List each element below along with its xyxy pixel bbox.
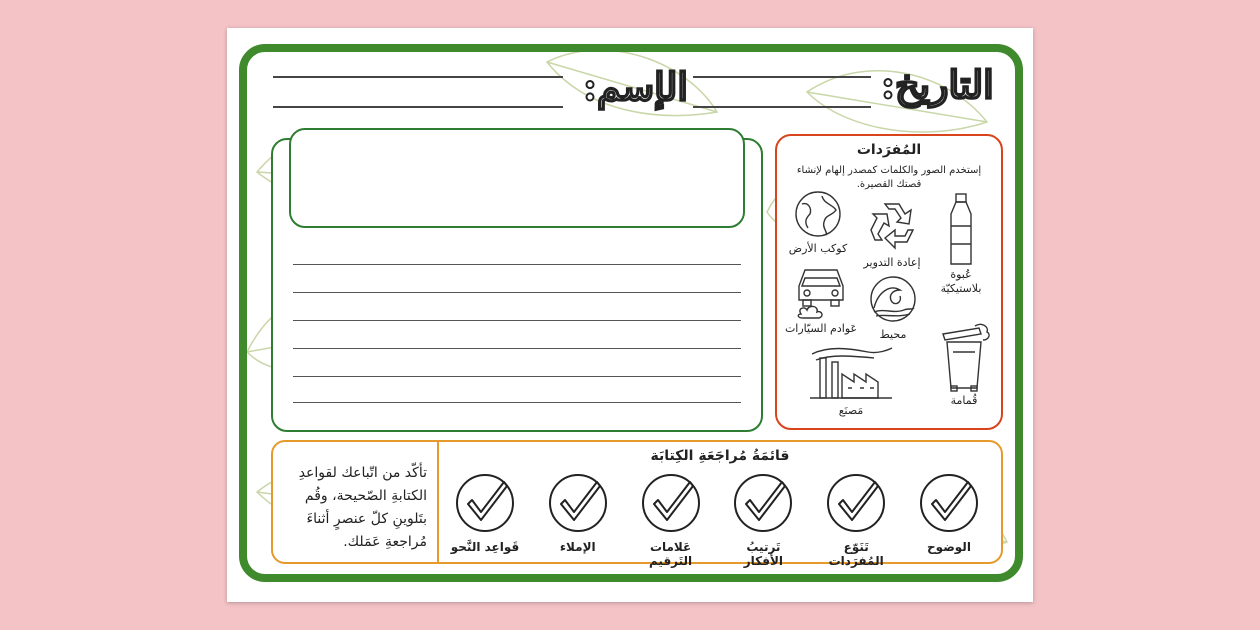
- vocab-item-ocean: [863, 274, 923, 342]
- name-line-bottom: [273, 106, 563, 108]
- vocab-label: محيط: [879, 328, 907, 341]
- vocab-item-car-exhaust: [781, 264, 861, 336]
- writing-line: [293, 292, 741, 293]
- vocab-label: كوكب الأرض: [788, 242, 848, 255]
- vocabulary-title: المُفرَدات: [856, 142, 922, 158]
- name-line-top: [273, 76, 563, 78]
- checkmark-circle-icon: [547, 472, 609, 534]
- plastic-bottle-icon: [946, 192, 976, 268]
- car-exhaust-icon: [791, 264, 851, 322]
- checkmark-circle-icon: [918, 472, 980, 534]
- vocab-item-earth: [783, 188, 853, 256]
- checklist-label: الإملاء: [559, 540, 596, 554]
- checklist-item-punctuation[interactable]: [633, 472, 709, 568]
- checklist-row: [447, 472, 987, 568]
- checklist-title: قائمَةُ مُراجَعَةِ الكِتابَة: [650, 448, 790, 464]
- date-line-bottom: [693, 106, 871, 108]
- checkmark-circle-icon: [732, 472, 794, 534]
- checklist-label: قَواعِد النَّحو: [450, 540, 520, 554]
- writing-line: [293, 402, 741, 403]
- writing-line: [293, 348, 741, 349]
- vocab-label: مَصنَع: [838, 404, 864, 417]
- checkmark-circle-icon: [454, 472, 516, 534]
- picture-drawing-box: [289, 128, 745, 228]
- checkmark-circle-icon: [640, 472, 702, 534]
- checklist-label: تَرتيبُ الأفكار: [743, 540, 784, 568]
- vocab-label: عَوادم السيّارات: [784, 322, 858, 335]
- checklist-item-idea-order[interactable]: [725, 472, 801, 568]
- name-label: الإسم:: [583, 64, 688, 109]
- vocabulary-instructions: إستخدم الصور والكلمات كمصدر إلهام لإنشاء قصتك القصيرة.: [796, 165, 982, 190]
- factory-icon: [808, 344, 894, 404]
- vocabulary-box: [775, 134, 1003, 430]
- checklist-label: تَنَوّع المُفرَدات: [828, 540, 884, 568]
- vocab-item-trash: [931, 322, 997, 408]
- vocab-item-factory: [801, 344, 901, 418]
- writing-checklist-box: [437, 440, 1003, 568]
- vocab-label: عُبوة بلاستيكيّة: [940, 268, 982, 295]
- ocean-wave-icon: [868, 274, 918, 324]
- proofreading-tip-text: تأكّد من اتّباعك لقواعدِ الكتابةِ الصّحيحة، وقُم بتَلوينِ كلّ عنصرٍ أثناءَ مُراجعةِ عَمَلك.: [298, 465, 427, 550]
- date-label: التاريخ:: [881, 62, 994, 107]
- writing-line: [293, 376, 741, 377]
- earth-icon: [792, 188, 844, 240]
- vocab-item-plastic-bottle: [931, 192, 991, 296]
- checklist-label: الوضوح: [927, 540, 971, 554]
- vocab-item-recycle: [855, 196, 929, 270]
- vocab-label: قُمامة: [950, 394, 978, 407]
- vocab-label: إعادة التدوير: [863, 256, 921, 269]
- recycle-icon: [865, 196, 919, 250]
- checklist-item-vocabulary-variety[interactable]: [818, 472, 894, 568]
- checklist-item-spelling[interactable]: [540, 472, 616, 568]
- checklist-item-grammar[interactable]: [447, 472, 523, 568]
- trash-can-icon: [935, 322, 993, 394]
- worksheet-frame: [239, 44, 1023, 582]
- date-line-top: [693, 76, 871, 78]
- checklist-item-clarity[interactable]: [911, 472, 987, 568]
- writing-line: [293, 264, 741, 265]
- checkmark-circle-icon: [825, 472, 887, 534]
- proofreading-tip-box: [271, 440, 439, 564]
- checklist-label: عَلامات التَرقيم: [649, 540, 693, 568]
- worksheet-page: [227, 28, 1033, 602]
- writing-line: [293, 320, 741, 321]
